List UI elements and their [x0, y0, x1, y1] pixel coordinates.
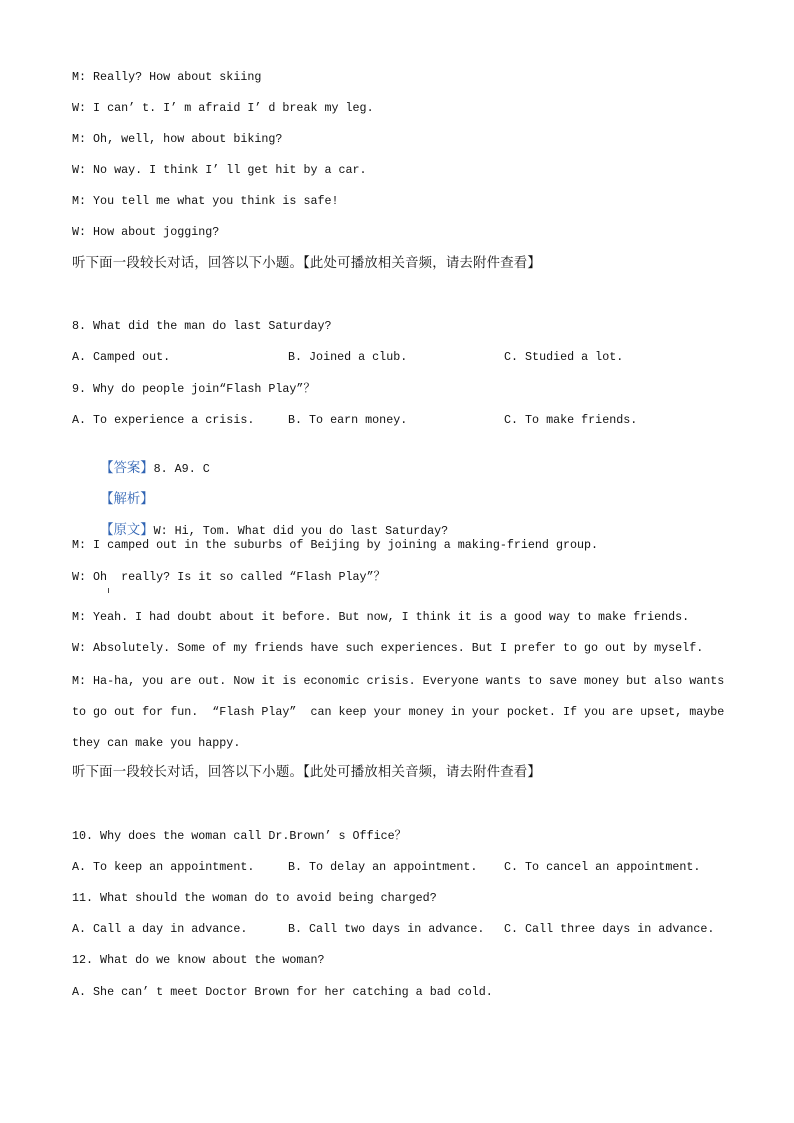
question-stem: 11. What should the woman do to avoid being charged?	[72, 891, 437, 905]
analysis-label: 【解析】	[100, 492, 154, 507]
question-options	[72, 858, 732, 876]
dialogue-line: W: I can’ t. I’ m afraid I’ d break my leg.	[72, 101, 374, 115]
answer-line	[72, 442, 210, 476]
question-options	[72, 920, 752, 938]
option-c: C. To cancel an appointment.	[504, 860, 701, 874]
dialogue-line: M: You tell me what you think is safe!	[72, 194, 339, 208]
answer-label: 【答案】	[100, 461, 154, 476]
option-b: B. Call two days in advance.	[288, 922, 485, 936]
dialogue-line: M: Really? How about skiing	[72, 70, 262, 84]
question-stem: 12. What do we know about the woman?	[72, 953, 325, 967]
transcript-line: to go out for fun. “Flash Play” can keep your money in your pocket. If you are upset, maybe	[72, 705, 725, 719]
section-instruction: 听下面一段较长对话，回答以下小题。【此处可播放相关音频，请去附件查看】	[72, 765, 541, 780]
answer-text: 8. A9. C	[153, 462, 210, 476]
question-options	[72, 348, 732, 366]
question-stem: 9. Why do people join“Flash Play”？	[72, 382, 316, 396]
question-stem: 10. Why does the woman call Dr.Brown’ s Office？	[72, 829, 407, 843]
transcript-line: M: Yeah. I had doubt about it before. But now, I think it is a good way to make friends.	[72, 610, 690, 624]
transcript-line: M: Ha-ha, you are out. Now it is economic crisis. Everyone wants to save money but also wants	[72, 674, 725, 688]
option-b: B. Joined a club.	[288, 350, 408, 364]
option-b: B. To earn money.	[288, 413, 408, 427]
question-options	[72, 411, 732, 429]
question-stem: 8. What did the man do last Saturday?	[72, 319, 332, 333]
stray-mark	[108, 588, 109, 593]
transcript-line	[72, 504, 449, 538]
option-a: A. Call a day in advance.	[72, 922, 248, 936]
dialogue-line: W: How about jogging?	[72, 225, 220, 239]
transcript-line: W: Absolutely. Some of my friends have such experiences. But I prefer to go out by myself.	[72, 641, 704, 655]
option-a: A. Camped out.	[72, 350, 171, 364]
transcript-line: W: Oh really? Is it so called “Flash Play”？	[72, 570, 386, 584]
dialogue-line: W: No way. I think I’ ll get hit by a car.	[72, 163, 367, 177]
dialogue-line: M: Oh, well, how about biking?	[72, 132, 283, 146]
transcript-line: they can make you happy.	[72, 736, 241, 750]
option-a: A. To experience a crisis.	[72, 413, 255, 427]
option-a: A. To keep an appointment.	[72, 860, 255, 874]
option-a: A. She can’ t meet Doctor Brown for her catching a bad cold.	[72, 985, 493, 999]
original-label: 【原文】	[100, 523, 154, 538]
transcript-line: M: I camped out in the suburbs of Beijing by joining a making-friend group.	[72, 538, 599, 552]
section-instruction: 听下面一段较长对话，回答以下小题。【此处可播放相关音频，请去附件查看】	[72, 256, 541, 271]
option-c: C. Call three days in advance.	[504, 922, 715, 936]
option-c: C. To make friends.	[504, 413, 638, 427]
option-c: C. Studied a lot.	[504, 350, 624, 364]
analysis-line	[72, 473, 154, 507]
option-b: B. To delay an appointment.	[288, 860, 478, 874]
transcript-text: W: Hi, Tom. What did you do last Saturday?	[153, 524, 449, 538]
